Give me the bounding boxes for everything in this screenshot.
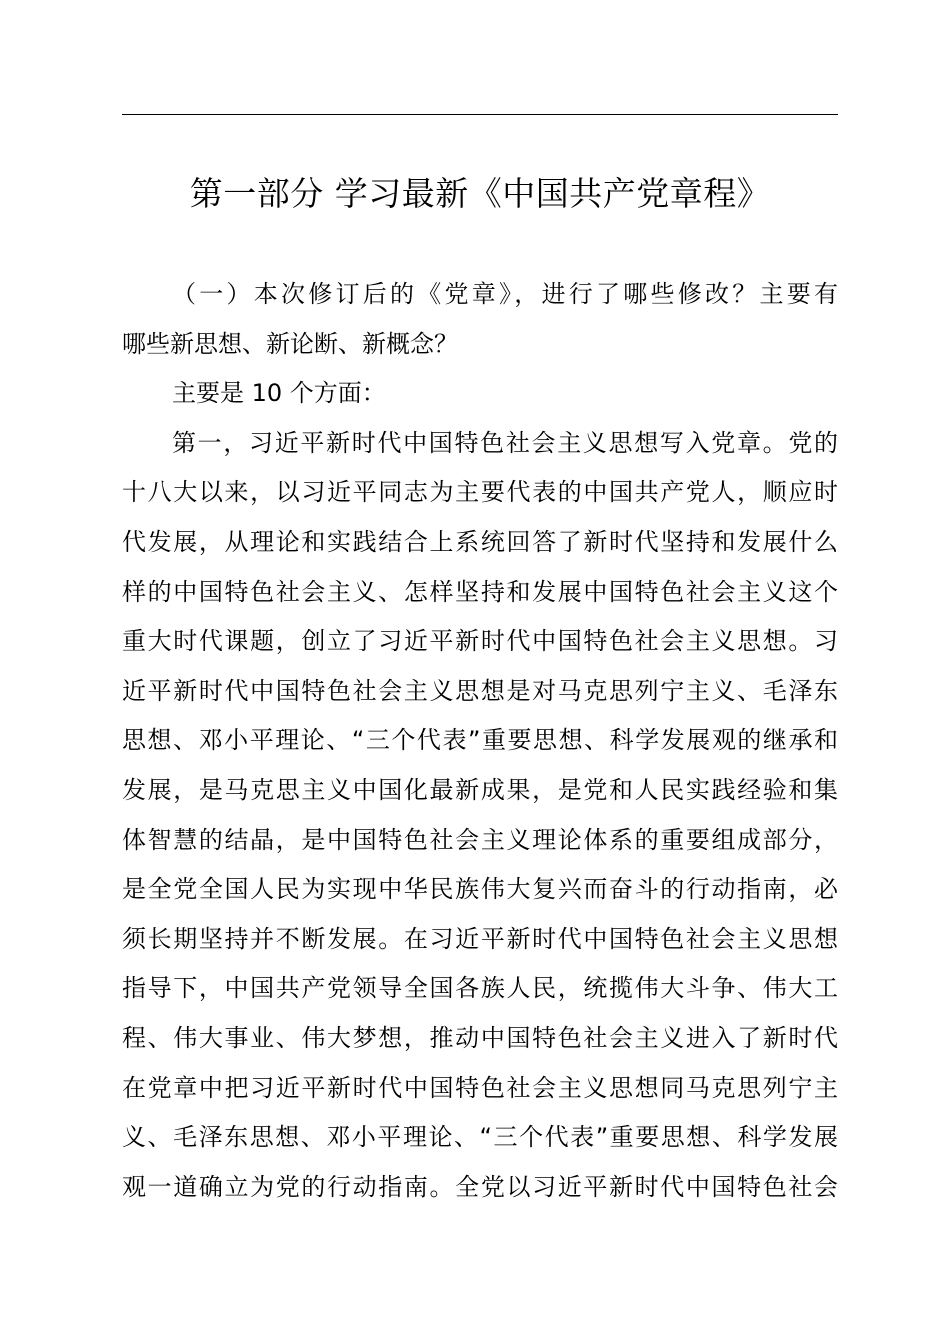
paragraph-summary [122,369,838,419]
text-line: 十八大以来，以习近平同志为主要代表的中国共产党人，顺应时 [122,478,838,507]
text-line: 体智慧的结晶，是中国特色社会主义理论体系的重要组成部分， [122,825,838,854]
text-line: 义、毛泽东思想、邓小平理论、“三个代表”重要思想、科学发展 [122,1123,838,1152]
text-line: 程、伟大事业、伟大梦想，推动中国特色社会主义进入了新时代 [122,1023,838,1052]
header-rule [122,114,838,115]
text-line: 近平新时代中国特色社会主义思想是对马克思列宁主义、毛泽东 [122,676,838,705]
text-line: 思想、邓小平理论、“三个代表”重要思想、科学发展观的继承和 [122,726,838,755]
text-line: 样的中国特色社会主义、怎样坚持和发展中国特色社会主义这个 [122,577,838,606]
text-line: 是全党全国人民为实现中华民族伟大复兴而奋斗的行动指南，必 [122,875,838,904]
text-line: （一）本次修订后的《党章》，进行了哪些修改？主要有 [172,280,838,308]
text-line: 哪些新思想、新论断、新概念？ [122,329,458,358]
text-line: 须长期坚持并不断发展。在习近平新时代中国特色社会主义思想 [122,924,838,953]
paragraph-point-one [122,419,838,1213]
document-title: 第一部分 学习最新《中国共产党章程》 [189,174,771,213]
text-line: 观一道确立为党的行动指南。全党以习近平新时代中国特色社会 [122,1172,838,1201]
document-body [122,270,838,1212]
paragraph-question [122,270,838,369]
text-line: 指导下，中国共产党领导全国各族人民，统揽伟大斗争、伟大工 [122,974,838,1003]
text-line: 第一，习近平新时代中国特色社会主义思想写入党章。党的 [172,428,838,457]
text-line: 主要是 10 个方面： [172,379,386,408]
text-line: 重大时代课题，创立了习近平新时代中国特色社会主义思想。习 [122,627,838,656]
text-line: 发展，是马克思主义中国化最新成果，是党和人民实践经验和集 [122,775,838,804]
text-line: 在党章中把习近平新时代中国特色社会主义思想同马克思列宁主 [122,1073,838,1102]
text-line: 代发展，从理论和实践结合上系统回答了新时代坚持和发展什么 [122,527,838,556]
